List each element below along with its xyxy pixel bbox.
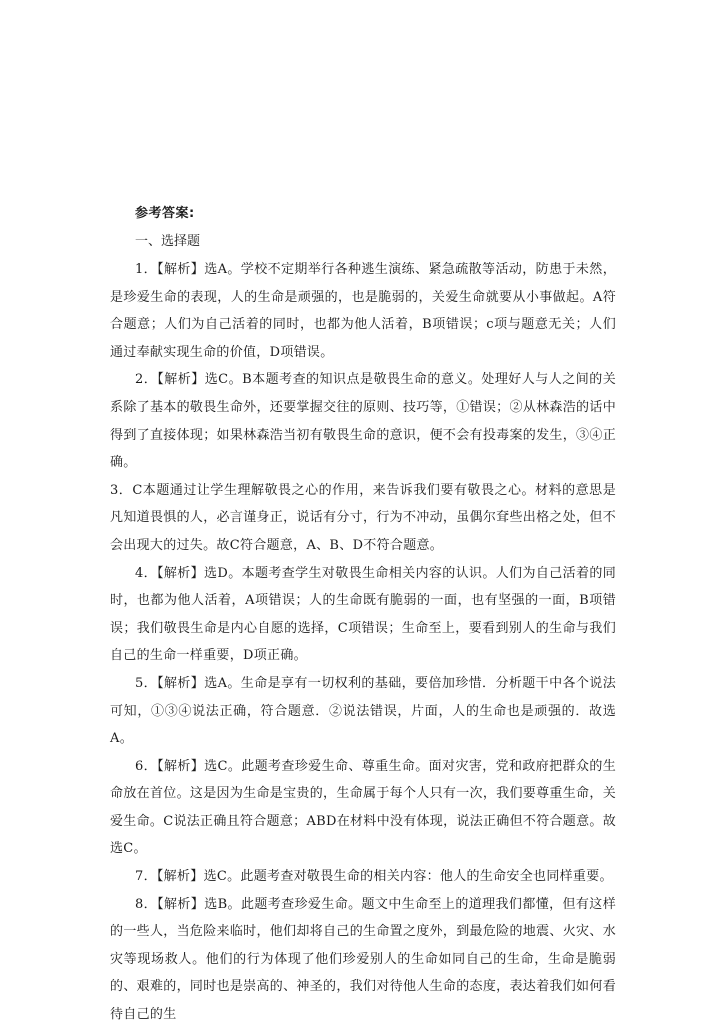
answer-2 <box>110 366 616 476</box>
answer-number: 7． <box>135 869 157 885</box>
answer-6 <box>110 753 616 863</box>
answer-8 <box>110 891 616 1029</box>
answer-text: 选C。B本题考查的知识点是敬畏生命的意义。处理好人与人之间的关系除了基本的敬畏生命外，还要掌握交往的原则、技巧等，①错误；②从林森浩的话中得到了直接体现；如果林森浩当初有敬畏生命的意识，便不会有投毒案的发生，③④正确。 <box>110 372 616 471</box>
analysis-tag: 【解析】 <box>157 262 205 277</box>
answer-text: 选C。此题考查珍爱生命、尊重生命。面对灾害，党和政府把群众的生命放在首位。这是因为生命是宝贵的，生命属于每个人只有一次，我们要尊重生命，关爱生命。C说法正确且符合题意；ABD在材料中没有体现，说法正确但不符合题意。故选C。 <box>110 758 617 857</box>
answer-7 <box>110 863 616 891</box>
answer-number: 1． <box>135 262 158 277</box>
analysis-tag: 【解析】 <box>157 896 205 912</box>
answer-3 <box>110 477 616 560</box>
answer-text: 选A。生命是享有一切权利的基础，要倍加珍惜．分析题干中各个说法可知，①③④说法正确，符合题意．②说法错误，片面，人的生命也是顽强的．故选A。 <box>110 675 616 747</box>
section-title-multiple-choice: 一、选择题 <box>135 234 201 249</box>
answer-number: 8． <box>135 896 158 912</box>
answer-text: 选C。此题考查对敬畏生命的相关内容：他人的生命安全也同样重要。 <box>203 869 613 885</box>
analysis-tag: 【解析】 <box>156 869 204 885</box>
answer-number: 5． <box>135 675 158 691</box>
answer-text: 选A。学校不定期举行各种逃生演练、紧急疏散等活动，防患于未然，是珍爱生命的表现，人的生命是顽强的，也是脆弱的，关爱生命就要从小事做起。A符合题意；人们为自己活着的同时，也都为他人活着，B项错误；c项与题意无关；人们通过奉献实现生命的价值，D项错误。 <box>110 262 616 360</box>
answer-text: 3．C本题通过让学生理解敬畏之心的作用，来告诉我们要有敬畏之心。材料的意思是凡知道畏惧的人，必言谨身正，说话有分寸，行为不冲动，虽偶尔耷些出格之处，但不会出现大的过失。故C符合题意，A、B、D不符合题意。 <box>110 482 616 553</box>
answer-number: 2． <box>135 372 158 388</box>
answer-number: 6． <box>135 758 158 774</box>
answer-1 <box>110 256 616 366</box>
answer-number: 4． <box>135 565 158 581</box>
answer-text: 选B。此题考查珍爱生命。题文中生命至上的道理我们都懂，但有这样的一些人，当危险来临时，他们却将自己的生命置之度外，到最危险的地震、火灾、水灾等现场救人。他们的行为体现了他们珍爱别人的生命如同自己的生命，生命是脆弱的、艰难的，同时也是崇高的、神圣的，我们对待他人生命的态度，表达着我们如何看待自己的生 <box>110 896 617 1023</box>
analysis-tag: 【解析】 <box>157 372 205 388</box>
analysis-tag: 【解析】 <box>157 758 205 774</box>
answer-key <box>110 200 616 1029</box>
answer-4 <box>110 560 616 670</box>
answer-key-heading: 参考答案: <box>135 206 195 221</box>
answer-text: 选D。本题考查学生对敬畏生命相关内容的认识。人们为自己活着的同时，也都为他人活着，A项错误；人的生命既有脆弱的一面，也有坚强的一面，B项错误；我们敬畏生命是内心自愿的选择，C项错误；生命至上，要看到别人的生命与我们自己的生命一样重要，D项正确。 <box>110 565 616 664</box>
analysis-tag: 【解析】 <box>157 675 205 691</box>
analysis-tag: 【解析】 <box>157 565 205 581</box>
answer-5 <box>110 670 616 753</box>
